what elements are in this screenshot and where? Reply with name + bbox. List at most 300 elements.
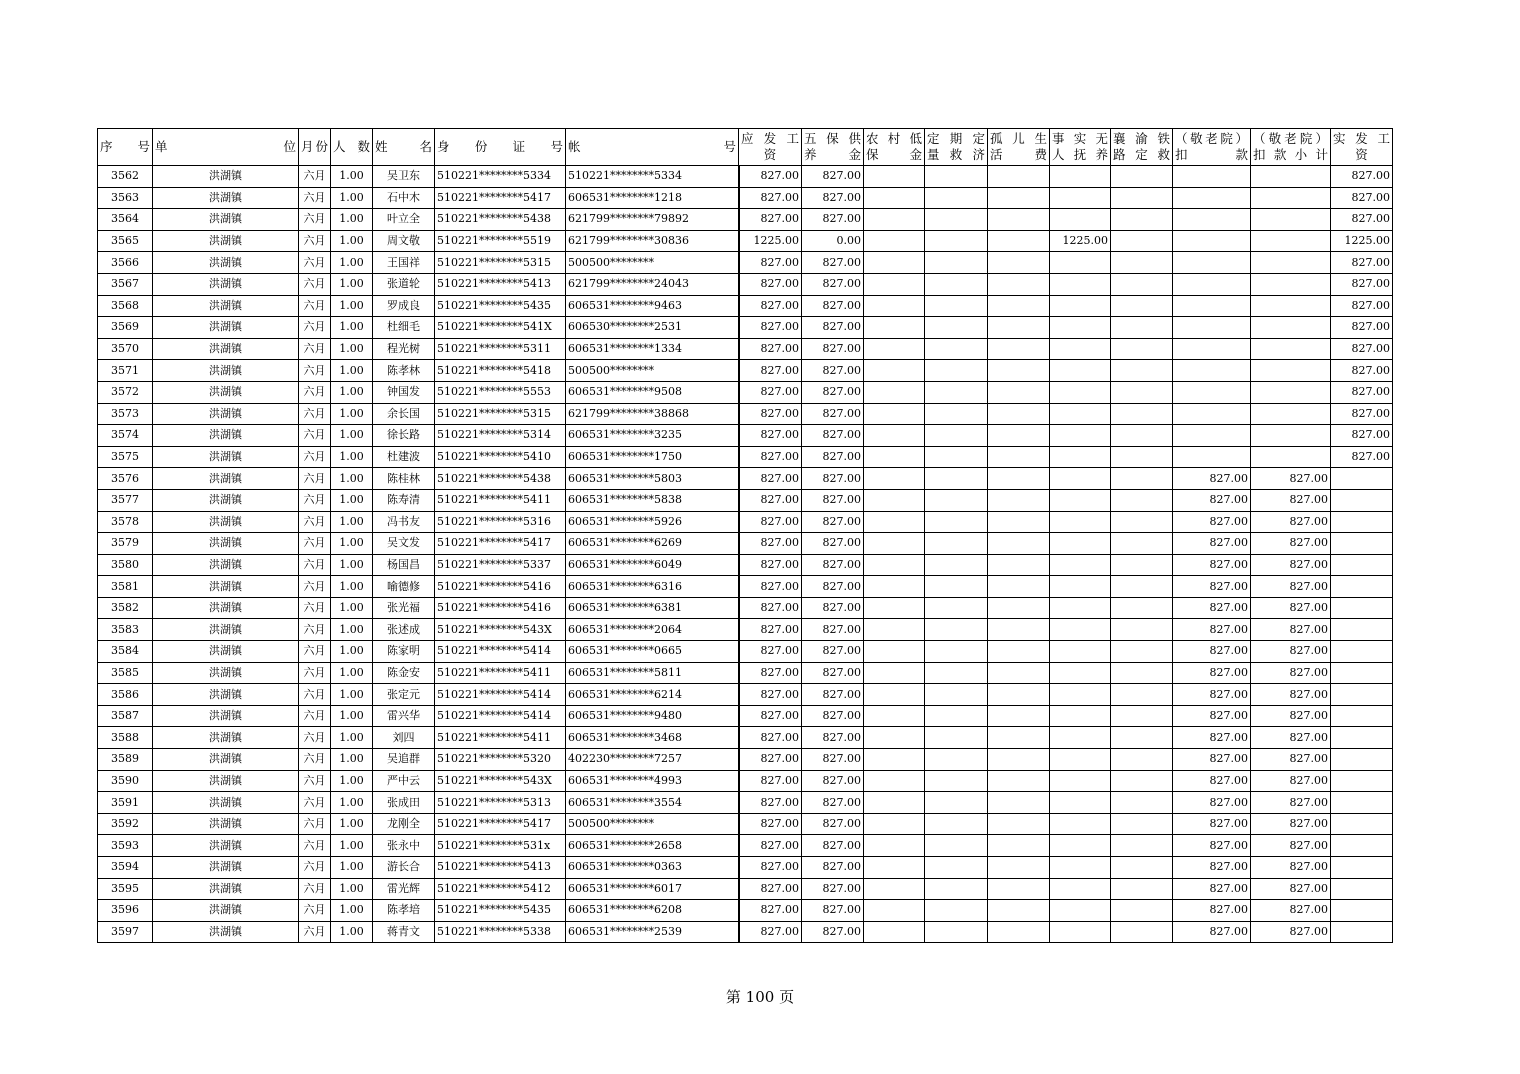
col-serial-cell: 3581 — [98, 576, 153, 598]
col-unit-cell: 洪湖镇 — [153, 813, 299, 835]
col-regular-relief-cell — [925, 770, 988, 792]
col-five-guarantee-cell: 827.00 — [802, 684, 864, 706]
col-name-header — [373, 129, 435, 166]
table-row — [98, 468, 1393, 490]
col-name-cell: 吴卫东 — [373, 166, 435, 188]
col-rural-dibao-cell — [864, 900, 925, 922]
col-xiangyu-railway-cell — [1111, 597, 1173, 619]
col-serial-cell: 3585 — [98, 662, 153, 684]
col-five-guarantee-cell: 827.00 — [802, 727, 864, 749]
col-count-cell: 1.00 — [331, 317, 373, 339]
col-five-guarantee-cell: 827.00 — [802, 381, 864, 403]
col-name-cell: 游长合 — [373, 857, 435, 879]
col-account-cell: 621799********24043 — [566, 273, 739, 295]
col-gross-pay-cell: 827.00 — [739, 317, 802, 339]
col-net-pay-cell: 827.00 — [1331, 425, 1393, 447]
col-name-cell: 叶立全 — [373, 209, 435, 231]
col-regular-relief-cell — [925, 727, 988, 749]
col-orphan-living-header — [988, 129, 1050, 166]
col-count-cell: 1.00 — [331, 792, 373, 814]
col-net-pay-cell — [1331, 878, 1393, 900]
col-xiangyu-railway-header — [1111, 129, 1173, 166]
col-gross-pay-cell: 827.00 — [739, 576, 802, 598]
col-orphan-living-cell — [988, 835, 1050, 857]
col-gross-pay-cell: 827.00 — [739, 705, 802, 727]
col-month-cell: 六月 — [299, 489, 331, 511]
col-name-cell: 陈金安 — [373, 662, 435, 684]
col-serial-cell: 3593 — [98, 835, 153, 857]
col-net-pay-cell — [1331, 641, 1393, 663]
col-nursing-home-deduction-cell: 827.00 — [1173, 533, 1251, 555]
col-gross-pay-cell: 827.00 — [739, 749, 802, 771]
col-nursing-home-deduction-cell: 827.00 — [1173, 727, 1251, 749]
col-regular-relief-cell — [925, 921, 988, 943]
col-deduction-subtotal-cell: 827.00 — [1251, 878, 1331, 900]
col-unit-cell: 洪湖镇 — [153, 468, 299, 490]
col-xiangyu-railway-cell — [1111, 770, 1173, 792]
col-count-cell: 1.00 — [331, 338, 373, 360]
col-name-cell: 杜细毛 — [373, 317, 435, 339]
col-net-pay-cell — [1331, 727, 1393, 749]
col-deduction-subtotal-cell — [1251, 252, 1331, 274]
table-row — [98, 576, 1393, 598]
col-id-number-cell: 510221********5334 — [435, 166, 566, 188]
col-rural-dibao-cell — [864, 597, 925, 619]
col-net-pay-cell: 827.00 — [1331, 295, 1393, 317]
table-row — [98, 489, 1393, 511]
col-nursing-home-deduction-cell: 827.00 — [1173, 878, 1251, 900]
col-rural-dibao-cell — [864, 381, 925, 403]
col-unit-cell: 洪湖镇 — [153, 230, 299, 252]
col-regular-relief-cell — [925, 835, 988, 857]
col-account-cell: 606531********6208 — [566, 900, 739, 922]
col-id-number-cell: 510221********5413 — [435, 857, 566, 879]
col-deduction-subtotal-cell: 827.00 — [1251, 533, 1331, 555]
col-xiangyu-railway-cell — [1111, 857, 1173, 879]
col-orphan-living-cell — [988, 813, 1050, 835]
col-five-guarantee-cell: 827.00 — [802, 813, 864, 835]
col-xiangyu-railway-cell — [1111, 619, 1173, 641]
col-account-cell: 606531********1750 — [566, 446, 739, 468]
col-orphan-living-cell — [988, 338, 1050, 360]
col-name-cell: 陈家明 — [373, 641, 435, 663]
col-nursing-home-deduction-cell: 827.00 — [1173, 468, 1251, 490]
col-id-number-cell: 510221********5314 — [435, 425, 566, 447]
col-account-cell: 606531********1218 — [566, 187, 739, 209]
col-nursing-home-deduction-cell: 827.00 — [1173, 792, 1251, 814]
col-xiangyu-railway-cell — [1111, 749, 1173, 771]
col-five-guarantee-cell: 827.00 — [802, 166, 864, 188]
col-five-guarantee-cell: 827.00 — [802, 425, 864, 447]
col-serial-cell: 3572 — [98, 381, 153, 403]
col-de-facto-unsupported-cell — [1050, 770, 1111, 792]
col-serial-cell: 3577 — [98, 489, 153, 511]
col-net-pay-cell: 1225.00 — [1331, 230, 1393, 252]
col-account-cell: 606531********6017 — [566, 878, 739, 900]
col-gross-pay-cell: 827.00 — [739, 662, 802, 684]
col-de-facto-unsupported-cell — [1050, 857, 1111, 879]
col-month-cell: 六月 — [299, 468, 331, 490]
col-xiangyu-railway-cell — [1111, 641, 1173, 663]
col-count-cell: 1.00 — [331, 468, 373, 490]
col-count-cell: 1.00 — [331, 554, 373, 576]
col-unit-cell: 洪湖镇 — [153, 857, 299, 879]
col-id-number-cell: 510221********5417 — [435, 187, 566, 209]
col-deduction-subtotal-cell: 827.00 — [1251, 576, 1331, 598]
col-xiangyu-railway-cell — [1111, 576, 1173, 598]
col-net-pay-cell — [1331, 511, 1393, 533]
col-month-cell: 六月 — [299, 533, 331, 555]
col-orphan-living-cell — [988, 576, 1050, 598]
col-count-cell: 1.00 — [331, 921, 373, 943]
col-orphan-living-cell — [988, 187, 1050, 209]
col-account-cell: 606531********6269 — [566, 533, 739, 555]
col-serial-header-line: 序 号 — [100, 139, 151, 154]
col-unit-cell: 洪湖镇 — [153, 446, 299, 468]
col-de-facto-unsupported-cell: 1225.00 — [1050, 230, 1111, 252]
col-net-pay-cell — [1331, 705, 1393, 727]
col-deduction-subtotal-cell — [1251, 187, 1331, 209]
col-count-cell: 1.00 — [331, 770, 373, 792]
col-xiangyu-railway-cell — [1111, 338, 1173, 360]
col-serial-cell: 3588 — [98, 727, 153, 749]
col-serial-cell: 3567 — [98, 273, 153, 295]
col-de-facto-unsupported-cell — [1050, 468, 1111, 490]
col-count-cell: 1.00 — [331, 641, 373, 663]
table-row — [98, 921, 1393, 943]
col-gross-pay-cell: 827.00 — [739, 295, 802, 317]
col-account-cell: 606531********9463 — [566, 295, 739, 317]
col-net-pay-cell: 827.00 — [1331, 252, 1393, 274]
col-unit-cell: 洪湖镇 — [153, 878, 299, 900]
col-orphan-living-cell — [988, 446, 1050, 468]
col-count-cell: 1.00 — [331, 425, 373, 447]
col-name-cell: 王国祥 — [373, 252, 435, 274]
col-xiangyu-railway-cell — [1111, 403, 1173, 425]
col-count-header-line: 人 数 — [333, 139, 371, 154]
col-count-cell: 1.00 — [331, 166, 373, 188]
col-net-pay-cell: 827.00 — [1331, 166, 1393, 188]
col-month-cell: 六月 — [299, 425, 331, 447]
col-regular-relief-cell — [925, 187, 988, 209]
col-xiangyu-railway-cell — [1111, 900, 1173, 922]
col-month-cell: 六月 — [299, 252, 331, 274]
col-unit-header — [153, 129, 299, 166]
col-gross-pay-cell: 827.00 — [739, 684, 802, 706]
col-rural-dibao-cell — [864, 770, 925, 792]
col-month-cell: 六月 — [299, 295, 331, 317]
col-id-number-cell: 510221********5313 — [435, 792, 566, 814]
col-id-number-cell: 510221********5414 — [435, 641, 566, 663]
col-nursing-home-deduction-cell: 827.00 — [1173, 662, 1251, 684]
col-gross-pay-cell: 827.00 — [739, 554, 802, 576]
col-xiangyu-railway-cell — [1111, 662, 1173, 684]
col-count-cell: 1.00 — [331, 705, 373, 727]
col-net-pay-cell — [1331, 813, 1393, 835]
col-rural-dibao-cell — [864, 468, 925, 490]
col-deduction-subtotal-cell: 827.00 — [1251, 749, 1331, 771]
col-orphan-living-cell — [988, 921, 1050, 943]
table-row — [98, 597, 1393, 619]
col-month-cell: 六月 — [299, 381, 331, 403]
col-rural-dibao-cell — [864, 360, 925, 382]
col-nursing-home-deduction-cell — [1173, 273, 1251, 295]
col-unit-cell: 洪湖镇 — [153, 533, 299, 555]
col-regular-relief-cell — [925, 446, 988, 468]
col-net-pay-cell — [1331, 770, 1393, 792]
col-count-header — [331, 129, 373, 166]
col-five-guarantee-cell: 827.00 — [802, 511, 864, 533]
col-id-number-cell: 510221********5320 — [435, 749, 566, 771]
col-account-cell: 606531********1334 — [566, 338, 739, 360]
col-account-cell: 606530********2531 — [566, 317, 739, 339]
col-five-guarantee-cell: 827.00 — [802, 468, 864, 490]
col-xiangyu-railway-cell — [1111, 489, 1173, 511]
col-orphan-living-cell — [988, 381, 1050, 403]
col-orphan-living-cell — [988, 554, 1050, 576]
col-xiangyu-railway-cell — [1111, 230, 1173, 252]
col-count-cell: 1.00 — [331, 446, 373, 468]
col-net-pay-cell — [1331, 662, 1393, 684]
col-serial-cell: 3582 — [98, 597, 153, 619]
col-net-pay-cell — [1331, 468, 1393, 490]
col-de-facto-unsupported-header-line: 事 实 无 — [1052, 131, 1109, 146]
col-nursing-home-deduction-cell: 827.00 — [1173, 813, 1251, 835]
col-count-cell: 1.00 — [331, 857, 373, 879]
table-row — [98, 511, 1393, 533]
table-row — [98, 360, 1393, 382]
col-id-number-cell: 510221********5410 — [435, 446, 566, 468]
col-serial-cell: 3571 — [98, 360, 153, 382]
col-rural-dibao-cell — [864, 576, 925, 598]
col-de-facto-unsupported-cell — [1050, 900, 1111, 922]
col-rural-dibao-cell — [864, 835, 925, 857]
col-net-pay-cell — [1331, 749, 1393, 771]
col-de-facto-unsupported-cell — [1050, 727, 1111, 749]
col-serial-cell: 3570 — [98, 338, 153, 360]
col-net-pay-cell: 827.00 — [1331, 187, 1393, 209]
col-count-cell: 1.00 — [331, 187, 373, 209]
col-id-number-cell: 510221********5411 — [435, 727, 566, 749]
col-unit-cell: 洪湖镇 — [153, 295, 299, 317]
col-rural-dibao-cell — [864, 425, 925, 447]
col-nursing-home-deduction-cell: 827.00 — [1173, 921, 1251, 943]
col-deduction-subtotal-cell: 827.00 — [1251, 641, 1331, 663]
col-gross-pay-header-line: 资 — [763, 147, 777, 162]
col-count-cell: 1.00 — [331, 597, 373, 619]
col-xiangyu-railway-cell — [1111, 317, 1173, 339]
col-account-cell: 402230********7257 — [566, 749, 739, 771]
col-month-cell: 六月 — [299, 749, 331, 771]
col-rural-dibao-cell — [864, 921, 925, 943]
col-account-cell: 500500******** — [566, 252, 739, 274]
col-month-cell: 六月 — [299, 835, 331, 857]
col-month-cell: 六月 — [299, 921, 331, 943]
col-regular-relief-cell — [925, 317, 988, 339]
col-count-cell: 1.00 — [331, 878, 373, 900]
col-unit-cell: 洪湖镇 — [153, 684, 299, 706]
col-de-facto-unsupported-cell — [1050, 576, 1111, 598]
col-deduction-subtotal-cell — [1251, 403, 1331, 425]
col-id-number-cell: 510221********543X — [435, 770, 566, 792]
col-month-cell: 六月 — [299, 166, 331, 188]
col-de-facto-unsupported-cell — [1050, 489, 1111, 511]
col-name-cell: 钟国发 — [373, 381, 435, 403]
col-five-guarantee-cell: 827.00 — [802, 554, 864, 576]
col-nursing-home-deduction-cell: 827.00 — [1173, 554, 1251, 576]
col-de-facto-unsupported-cell — [1050, 360, 1111, 382]
col-account-cell: 606531********3468 — [566, 727, 739, 749]
col-nursing-home-deduction-cell: 827.00 — [1173, 576, 1251, 598]
col-name-cell: 雷光辉 — [373, 878, 435, 900]
col-regular-relief-cell — [925, 166, 988, 188]
col-count-cell: 1.00 — [331, 662, 373, 684]
col-regular-relief-cell — [925, 533, 988, 555]
col-gross-pay-cell: 827.00 — [739, 187, 802, 209]
col-de-facto-unsupported-cell — [1050, 878, 1111, 900]
col-month-cell: 六月 — [299, 900, 331, 922]
col-name-cell: 陈寿清 — [373, 489, 435, 511]
col-five-guarantee-cell: 827.00 — [802, 770, 864, 792]
col-count-cell: 1.00 — [331, 360, 373, 382]
col-net-pay-cell: 827.00 — [1331, 209, 1393, 231]
col-unit-cell: 洪湖镇 — [153, 317, 299, 339]
col-regular-relief-cell — [925, 749, 988, 771]
col-net-pay-cell: 827.00 — [1331, 317, 1393, 339]
col-count-cell: 1.00 — [331, 835, 373, 857]
col-unit-cell: 洪湖镇 — [153, 166, 299, 188]
col-id-number-header — [435, 129, 566, 166]
col-nursing-home-deduction-cell — [1173, 295, 1251, 317]
col-de-facto-unsupported-cell — [1050, 641, 1111, 663]
col-name-cell: 刘四 — [373, 727, 435, 749]
col-orphan-living-cell — [988, 166, 1050, 188]
col-de-facto-unsupported-cell — [1050, 295, 1111, 317]
col-deduction-subtotal-cell: 827.00 — [1251, 813, 1331, 835]
col-month-cell: 六月 — [299, 403, 331, 425]
col-nursing-home-deduction-cell: 827.00 — [1173, 684, 1251, 706]
col-gross-pay-cell: 827.00 — [739, 641, 802, 663]
col-net-pay-header-line: 资 — [1355, 147, 1368, 162]
col-month-cell: 六月 — [299, 209, 331, 231]
col-net-pay-cell — [1331, 684, 1393, 706]
col-de-facto-unsupported-cell — [1050, 446, 1111, 468]
table-row — [98, 252, 1393, 274]
col-regular-relief-cell — [925, 511, 988, 533]
col-regular-relief-cell — [925, 705, 988, 727]
table-header-row — [98, 129, 1393, 166]
col-unit-cell: 洪湖镇 — [153, 835, 299, 857]
col-gross-pay-cell: 827.00 — [739, 835, 802, 857]
col-five-guarantee-cell: 0.00 — [802, 230, 864, 252]
col-five-guarantee-cell: 827.00 — [802, 209, 864, 231]
col-month-cell: 六月 — [299, 338, 331, 360]
col-rural-dibao-cell — [864, 252, 925, 274]
col-five-guarantee-cell: 827.00 — [802, 446, 864, 468]
col-gross-pay-cell: 827.00 — [739, 900, 802, 922]
col-nursing-home-deduction-cell: 827.00 — [1173, 511, 1251, 533]
col-de-facto-unsupported-cell — [1050, 381, 1111, 403]
col-name-cell: 喻德修 — [373, 576, 435, 598]
col-de-facto-unsupported-cell — [1050, 792, 1111, 814]
col-five-guarantee-cell: 827.00 — [802, 317, 864, 339]
col-xiangyu-railway-cell — [1111, 187, 1173, 209]
col-month-cell: 六月 — [299, 792, 331, 814]
col-five-guarantee-cell: 827.00 — [802, 921, 864, 943]
col-xiangyu-railway-cell — [1111, 360, 1173, 382]
col-count-cell: 1.00 — [331, 727, 373, 749]
col-orphan-living-cell — [988, 489, 1050, 511]
col-nursing-home-deduction-header-line: （敬老院） — [1175, 131, 1249, 146]
col-gross-pay-cell: 1225.00 — [739, 230, 802, 252]
col-month-cell: 六月 — [299, 813, 331, 835]
col-name-header-line: 姓 名 — [375, 139, 433, 154]
col-serial-cell: 3580 — [98, 554, 153, 576]
col-orphan-living-cell — [988, 749, 1050, 771]
col-rural-dibao-cell — [864, 705, 925, 727]
col-orphan-living-cell — [988, 597, 1050, 619]
col-serial-cell: 3586 — [98, 684, 153, 706]
col-rural-dibao-cell — [864, 273, 925, 295]
col-five-guarantee-cell: 827.00 — [802, 641, 864, 663]
col-count-cell: 1.00 — [331, 403, 373, 425]
col-unit-cell: 洪湖镇 — [153, 252, 299, 274]
col-regular-relief-cell — [925, 468, 988, 490]
table-row — [98, 900, 1393, 922]
col-orphan-living-cell — [988, 317, 1050, 339]
col-serial-cell: 3573 — [98, 403, 153, 425]
col-id-number-cell: 510221********5414 — [435, 705, 566, 727]
col-id-number-cell: 510221********5438 — [435, 468, 566, 490]
col-net-pay-cell — [1331, 900, 1393, 922]
col-account-cell: 606531********6214 — [566, 684, 739, 706]
col-five-guarantee-cell: 827.00 — [802, 338, 864, 360]
col-rural-dibao-cell — [864, 619, 925, 641]
col-de-facto-unsupported-cell — [1050, 511, 1111, 533]
col-nursing-home-deduction-cell — [1173, 360, 1251, 382]
col-serial-cell: 3590 — [98, 770, 153, 792]
col-name-cell: 陈桂林 — [373, 468, 435, 490]
col-unit-cell: 洪湖镇 — [153, 900, 299, 922]
col-unit-cell: 洪湖镇 — [153, 727, 299, 749]
col-regular-relief-cell — [925, 684, 988, 706]
col-month-cell: 六月 — [299, 878, 331, 900]
col-orphan-living-cell — [988, 641, 1050, 663]
col-xiangyu-railway-cell — [1111, 921, 1173, 943]
col-name-cell: 张光福 — [373, 597, 435, 619]
col-nursing-home-deduction-cell — [1173, 252, 1251, 274]
col-unit-cell: 洪湖镇 — [153, 576, 299, 598]
col-gross-pay-cell: 827.00 — [739, 857, 802, 879]
col-nursing-home-deduction-cell — [1173, 403, 1251, 425]
col-unit-cell: 洪湖镇 — [153, 792, 299, 814]
col-account-cell: 606531********5811 — [566, 662, 739, 684]
col-account-cell: 606531********5838 — [566, 489, 739, 511]
col-id-number-cell: 510221********5414 — [435, 684, 566, 706]
col-orphan-living-cell — [988, 792, 1050, 814]
col-xiangyu-railway-cell — [1111, 511, 1173, 533]
col-deduction-subtotal-cell: 827.00 — [1251, 857, 1331, 879]
table-row — [98, 209, 1393, 231]
col-orphan-living-cell — [988, 403, 1050, 425]
col-nursing-home-deduction-cell: 827.00 — [1173, 749, 1251, 771]
col-de-facto-unsupported-cell — [1050, 705, 1111, 727]
table-row — [98, 295, 1393, 317]
col-gross-pay-header — [739, 129, 802, 166]
col-serial-cell: 3597 — [98, 921, 153, 943]
col-gross-pay-cell: 827.00 — [739, 446, 802, 468]
col-five-guarantee-cell: 827.00 — [802, 900, 864, 922]
